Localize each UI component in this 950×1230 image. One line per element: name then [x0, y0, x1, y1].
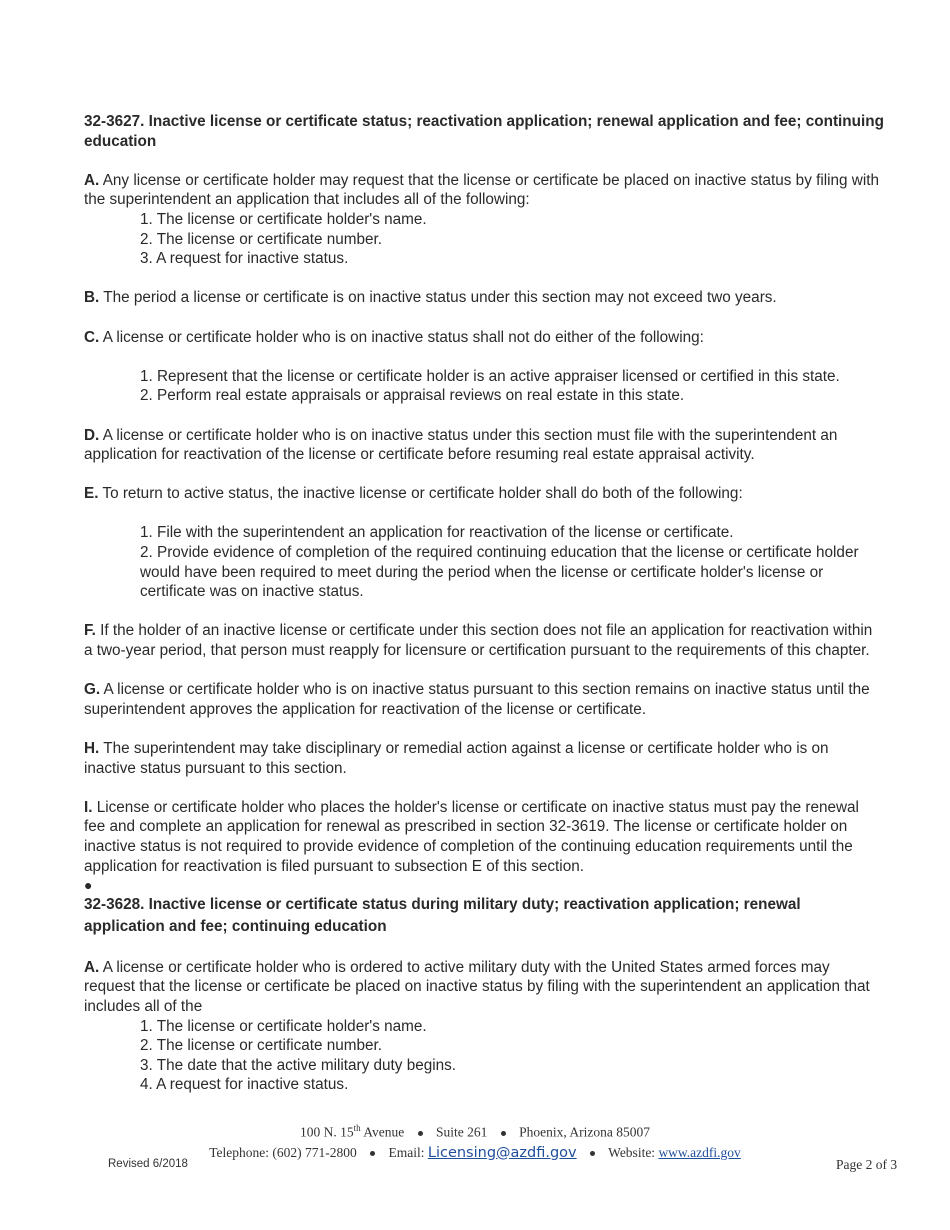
list-item: 1. The license or certificate holder's name. [140, 1017, 427, 1035]
footer [0, 1118, 950, 1163]
footer-contact: Telephone: (602) 771-2800 Email: Licensing@azdfi.gov Website: www.azdfi.gov [209, 1144, 741, 1161]
document-body [84, 112, 884, 1095]
list-military-a [140, 1017, 884, 1095]
list-item: 2. Provide evidence of completion of the required continuing education that the license or certificate holder would have been required to meet during the period when the license or certificate holder's license or certificate was on inactive status. [140, 544, 859, 601]
bullet-dot-icon [501, 1131, 506, 1136]
list-item: 1. The license or certificate holder's name. [140, 210, 427, 228]
paragraph-c: C. A license or certificate holder who is on inactive status shall not do either of the following: [84, 328, 704, 346]
section-heading-3628: 32-3628. Inactive license or certificate status during military duty; reactivation application; renewal application and fee; continuing education [84, 896, 801, 936]
list-item: 1. Represent that the license or certificate holder is an active appraiser licensed or certified in this state. [140, 367, 840, 385]
telephone: Telephone: (602) 771-2800 [209, 1144, 357, 1160]
section-heading-3627: 32-3627. Inactive license or certificate status; reactivation application; renewal application and fee; continuing education [84, 113, 884, 150]
bullet-dot-icon [590, 1151, 595, 1156]
paragraph-b: B. The period a license or certificate is on inactive status under this section may not exceed two years. [84, 289, 777, 307]
list-e [140, 523, 884, 601]
bullet-separator: ● [84, 877, 93, 894]
paragraph-d: D. A license or certificate holder who is on inactive status under this section must file with the superintendent an application for reactivation of the license or certificate before resuming real estate appraisal activity. [84, 426, 838, 464]
page-number: Page 2 of 3 [836, 1157, 898, 1172]
bullet-dot-icon [418, 1131, 423, 1136]
paragraph-g: G. A license or certificate holder who is on inactive status pursuant to this section remains on inactive status until the superintendent approves the application for reactivation of the license or certificate. [84, 681, 870, 718]
bullet-dot-icon [370, 1151, 375, 1156]
paragraph-f: F. If the holder of an inactive license or certificate under this section does not file an application for reactivation within a two-year period, that person must reapply for licensure or certification pursuant to the requirements of this chapter. [84, 622, 873, 660]
list-item: 2. Perform real estate appraisals or appraisal reviews on real estate in this state. [140, 387, 685, 405]
revision-date: Revised 6/2018 [108, 1158, 188, 1170]
paragraph-military-a: A. A license or certificate holder who is ordered to active military duty with the United States armed forces may request that the license or certificate be placed on inactive status by filing with the superintendent an application that includes all of the [84, 958, 870, 1015]
list-item: 1. File with the superintendent an application for reactivation of the license or certificate. [140, 524, 734, 542]
paragraph-h: H. The superintendent may take disciplinary or remedial action against a license or certificate holder who is on inactive status pursuant to this section. [84, 740, 829, 777]
paragraph-i: I. License or certificate holder who places the holder's license or certificate on inactive status must pay the renewal fee and complete an application for renewal as prescribed in section 32-3619. The license or certificate holder on inactive status is not required to provide evidence of completion of the continuing education requirements until the application for reactivation is filed pursuant to subsection E of this section. [84, 798, 859, 875]
list-item: 3. The date that the active military duty begins. [140, 1056, 457, 1074]
list-item: 2. The license or certificate number. [140, 1037, 383, 1055]
paragraph-e: E. To return to active status, the inactive license or certificate holder shall do both of the following: [84, 485, 743, 503]
list-item: 2. The license or certificate number. [140, 230, 383, 248]
list-item: 3. A request for inactive status. [140, 250, 349, 268]
list-c [140, 367, 884, 406]
list-a [140, 210, 884, 269]
list-item: 4. A request for inactive status. [140, 1076, 349, 1094]
footer-address: 100 N. 15th Avenue Suite 261 Phoenix, Arizona 85007 [299, 1123, 651, 1140]
email-link[interactable]: Licensing@azdfi.gov [427, 1144, 577, 1161]
website-link[interactable]: www.azdfi.gov [658, 1144, 741, 1160]
paragraph-a: A. Any license or certificate holder may request that the license or certificate be placed on inactive status by filing with the superintendent an application that includes all of the following: [84, 171, 880, 209]
